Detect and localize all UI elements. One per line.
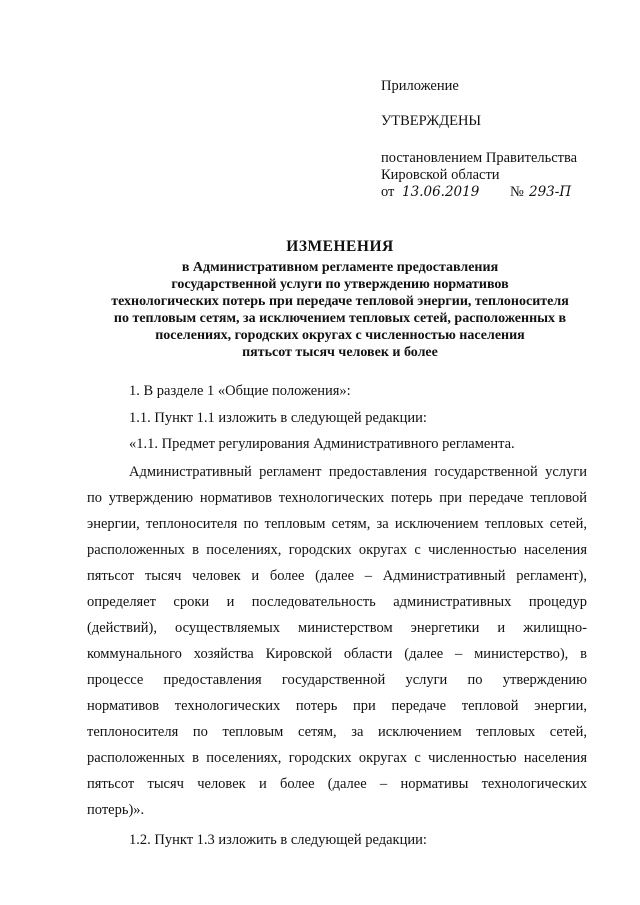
resolution-line-1: постановлением Правительства: [381, 150, 578, 166]
paragraph-line: процессе предоставления государственной услуги по утверждению: [87, 672, 587, 688]
paragraph-line: определяет сроки и последовательность административных процедур: [87, 594, 587, 610]
title-subtitle: в Административном регламенте предоставления государственной услуги по утверждению нормативов технологических потерь при передаче тепловой энергии, теплоносителя по тепловым сетям, за исключением тепловых сетей, расположенных в поселениях, городских округах с численностью населения пятьсот тысяч человек и более: [111, 260, 569, 360]
document-title: [70, 237, 610, 361]
paragraph-line: расположенных в поселениях, городских округах с численностью населения: [87, 750, 587, 766]
paragraph-section-1: 1. В разделе 1 «Общие положения»:: [129, 383, 351, 399]
date-prefix: от: [381, 184, 395, 200]
paragraph-line: коммунального хозяйства Кировской области (далее – министерство), в: [87, 646, 587, 662]
paragraph-line: энергии, теплоносителя по тепловым сетям, за исключением тепловых сетей,: [87, 516, 587, 532]
paragraph-subject: «1.1. Предмет регулирования Административного регламента.: [129, 436, 515, 452]
handwritten-date: 13.06.2019: [402, 184, 480, 200]
appendix-label: Приложение: [381, 78, 459, 94]
paragraph-line: расположенных в поселениях, городских округах с численностью населения: [87, 542, 587, 558]
resolution-date-number: [381, 184, 621, 201]
number-label: №: [510, 184, 524, 200]
paragraph-point-1-2: 1.2. Пункт 1.3 изложить в следующей редакции:: [129, 832, 427, 848]
paragraph-line: теплоносителя по тепловым сетям, за исключением тепловых сетей,: [87, 724, 587, 740]
title-main: ИЗМЕНЕНИЯ: [286, 238, 394, 255]
paragraph-line: Административный регламент предоставления государственной услуги: [129, 464, 587, 480]
approval-stamp: [381, 78, 621, 201]
paragraph-line: (действий), осуществляемых министерством энергетики и жилищно-: [87, 620, 587, 636]
paragraph-line: потерь)».: [87, 802, 145, 818]
paragraph-line: пятьсот тысяч человек и более (далее – Административный регламент),: [87, 568, 587, 584]
handwritten-number: 293-П: [529, 184, 572, 200]
paragraph-line: пятьсот тысяч человек и более (далее – нормативы технологических: [87, 776, 587, 792]
paragraph-line: нормативов технологических потерь при передаче тепловой энергии,: [87, 698, 587, 714]
paragraph-line: по утверждению нормативов технологических потерь при передаче тепловой: [87, 490, 587, 506]
approved-label: УТВЕРЖДЕНЫ: [381, 113, 482, 129]
resolution-line-2: Кировской области: [381, 167, 500, 183]
paragraph-point-1-1: 1.1. Пункт 1.1 изложить в следующей редакции:: [129, 410, 427, 426]
